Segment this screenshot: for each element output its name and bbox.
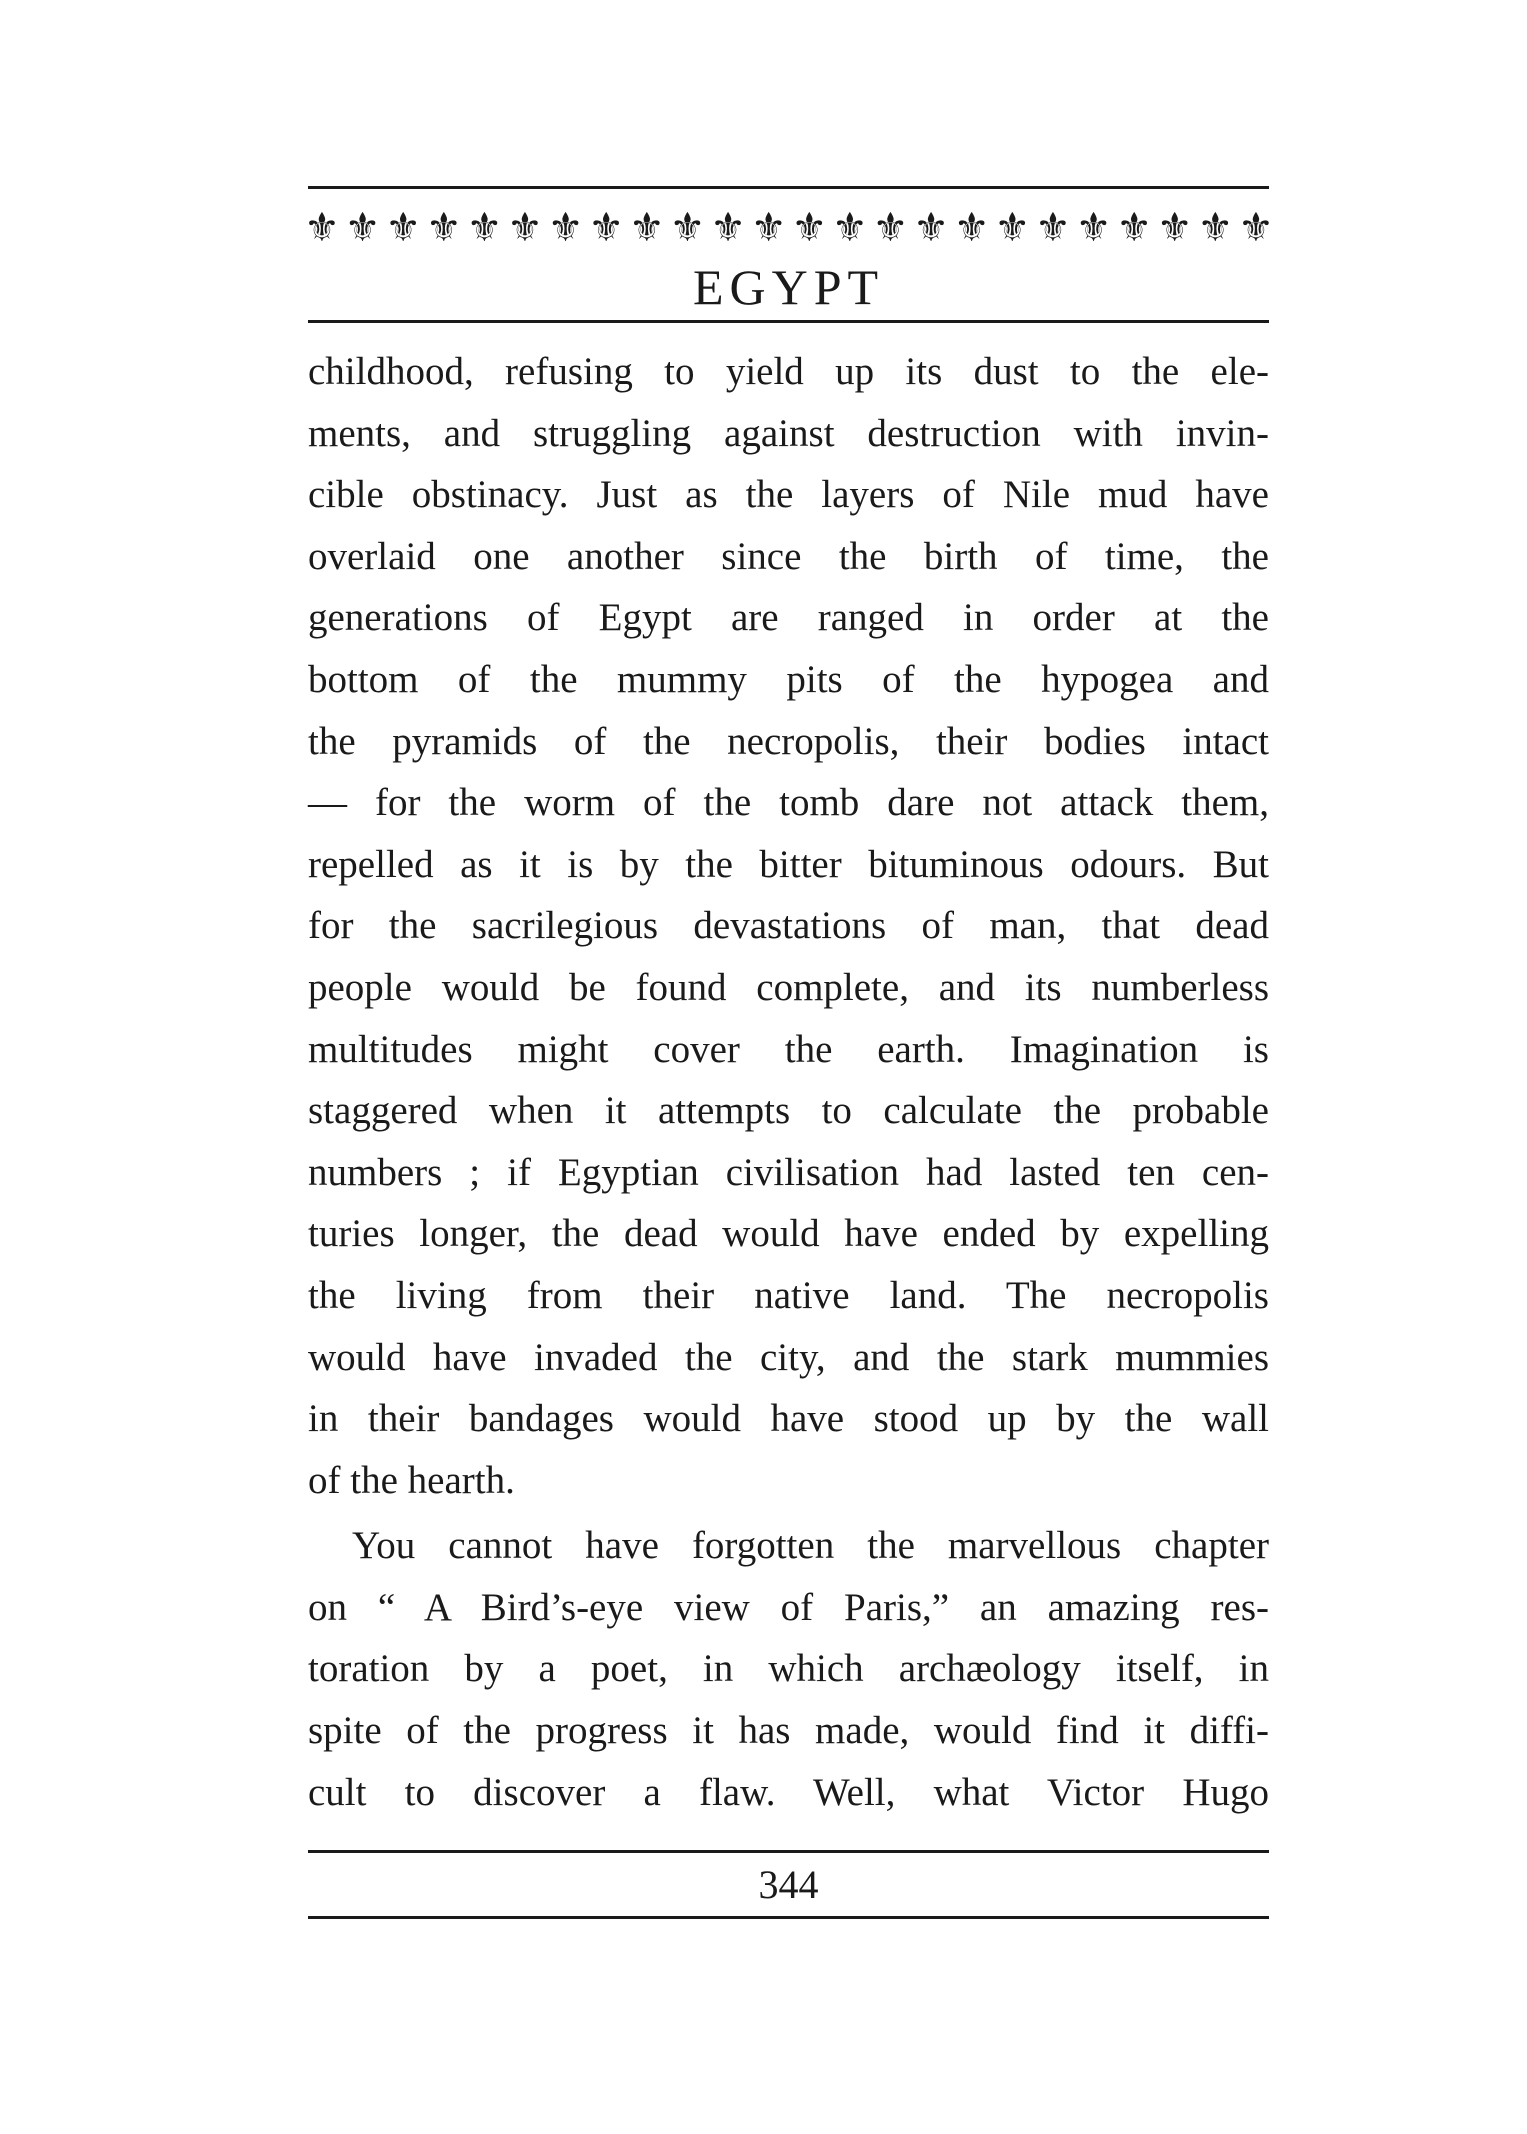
text-line: on “ A Bird’s-eye view of Paris,” an amazing res- [308,1585,1269,1629]
text-line: of the hearth. [308,1458,515,1502]
text-line: would have invaded the city, and the stark mummies [308,1335,1269,1379]
text-line: turies longer, the dead would have ended by expelling [308,1212,1269,1256]
fleur-de-lis-icon: ⚜ [1238,205,1274,251]
text-line: childhood, refusing to yield up its dust to the ele- [308,350,1269,393]
fleur-de-lis-icon: ⚜ [750,205,787,251]
fleur-de-lis-icon: ⚜ [628,205,665,251]
fleur-de-lis-icon: ⚜ [304,205,340,251]
fleur-de-lis-icon: ⚜ [1075,205,1112,251]
top-rule [308,186,1269,189]
text-line: repelled as it is by the bitter bituminous odours. But [308,842,1269,886]
fleur-de-lis-icon: ⚜ [872,205,909,251]
text-line: the living from their native land. The necropolis [308,1273,1269,1317]
fleur-de-lis-icon: ⚜ [710,205,746,251]
text-line: numbers ; if Egyptian civilisation had lasted ten cen- [308,1150,1269,1194]
footer-top-rule [308,1850,1269,1853]
fleur-de-lis-ornament-row [304,204,1274,252]
text-line: spite of the progress it has made, would find it diffi- [308,1709,1269,1753]
text-line: the pyramids of the necropolis, their bodies intact [308,719,1269,763]
fleur-de-lis-icon: ⚜ [385,205,422,251]
fleur-de-lis-icon: ⚜ [425,205,462,251]
text-line: people would be found complete, and its numberless [308,965,1269,1009]
text-line: ments, and struggling against destruction with invin- [308,411,1269,455]
fleur-de-lis-icon: ⚜ [913,205,949,251]
fleur-de-lis-icon: ⚜ [466,205,503,251]
text-line: generations of Egypt are ranged in order at the [308,596,1269,640]
fleur-de-lis-icon: ⚜ [547,205,584,251]
fleur-de-lis-icon: ⚜ [831,205,868,251]
text-line: staggered when it attempts to calculate the probable [308,1089,1269,1133]
text-line: cible obstinacy. Just as the layers of Nile mud have [308,473,1269,517]
text-line: cult to discover a flaw. Well, what Victor Hugo [308,1770,1269,1814]
text-line: for the sacrilegious devastations of man, that dead [308,904,1269,948]
fleur-de-lis-icon: ⚜ [994,205,1031,251]
fleur-de-lis-icon: ⚜ [1156,205,1193,251]
fleur-de-lis-icon: ⚜ [344,205,381,251]
fleur-de-lis-icon: ⚜ [953,205,990,251]
running-head-title: EGYPT [692,259,885,315]
fleur-de-lis-icon: ⚜ [1116,205,1153,251]
fleur-de-lis-icon: ⚜ [1197,205,1234,251]
text-line: in their bandages would have stood up by the wall [308,1397,1269,1441]
fleur-de-lis-icon: ⚜ [588,205,625,251]
body-text [308,341,1269,1823]
text-line: toration by a poet, in which archæology itself, in [308,1647,1269,1691]
fleur-de-lis-icon: ⚜ [507,205,543,251]
text-line: — for the worm of the tomb dare not attack them, [308,781,1269,825]
text-line: overlaid one another since the birth of time, the [308,534,1269,578]
fleur-de-lis-icon: ⚜ [1034,205,1071,251]
text-line: multitudes might cover the earth. Imagination is [308,1027,1269,1071]
fleur-de-lis-icon: ⚜ [791,205,828,251]
text-line: You cannot have forgotten the marvellous chapter [352,1524,1269,1568]
page-number: 344 [758,1862,819,1907]
footer-bottom-rule [308,1916,1269,1919]
fleur-de-lis-icon: ⚜ [669,205,706,251]
header-rule [308,320,1269,323]
text-line: bottom of the mummy pits of the hypogea and [308,657,1269,701]
